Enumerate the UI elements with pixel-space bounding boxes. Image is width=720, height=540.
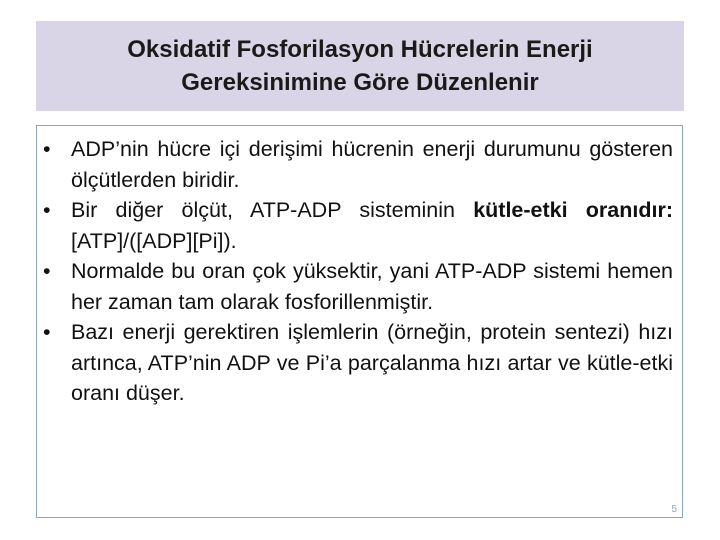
bullet-item-2-tail: [ATP]/([ADP][Pi]). (71, 228, 237, 253)
slide-title-line-2: Gereksinimine Göre Düzenlenir (181, 69, 539, 96)
bullet-item-2-bold: kütle-etki oranıdır: (473, 198, 673, 222)
slide-title (127, 33, 592, 99)
slide-title-line-1: Oksidatif Fosforilasyon Hücrelerin Enerji (127, 36, 593, 63)
bullet-item-1: • ADP’nin hücre içi derişimi hücrenin enerji durumunu gösteren ölçütlerden biridir. (43, 134, 673, 195)
bullet-item-3: • Normalde bu oran çok yüksektir, yani ATP-ADP sistemi hemen her zaman tam olarak fosforillenmiştir. (43, 256, 673, 317)
title-box (36, 21, 684, 111)
page-number: 5 (671, 504, 677, 515)
content-box (36, 125, 683, 518)
bullet-list (43, 134, 673, 409)
bullet-item-4: • Bazı enerji gerektiren işlemlerin (örneğin, protein sentezi) hızı artınca, ATP’nin ADP ve Pi’a parçalanma hızı artar ve kütle-etki oranı düşer. (43, 317, 673, 409)
bullet-item-2 (43, 195, 673, 256)
bullet-item-2-text: Bir diğer ölçüt, ATP-ADP sisteminin (71, 198, 474, 222)
